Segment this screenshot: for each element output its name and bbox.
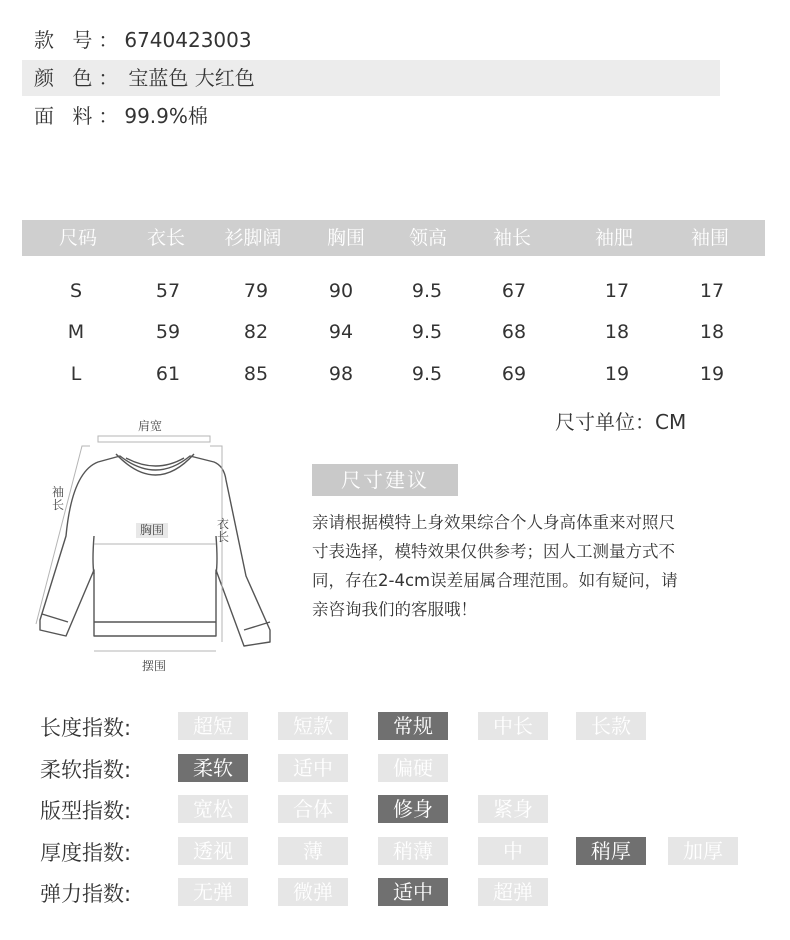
elasticity-option-chip: 微弹 xyxy=(278,878,348,906)
elasticity-option-chip-selected: 适中 xyxy=(378,878,448,906)
header-sleeve-circ: 袖围 xyxy=(690,227,729,249)
header-size: 尺码 xyxy=(58,227,97,249)
softness-option-chip-selected: 柔软 xyxy=(178,754,248,782)
size-unit: 尺寸单位：CM xyxy=(555,410,687,434)
length-label: 衣长 xyxy=(217,517,230,544)
length-option-chip: 短款 xyxy=(278,712,348,740)
header-collar: 领高 xyxy=(408,227,447,249)
color-row xyxy=(22,60,720,96)
thickness-index-label: 厚度指数: xyxy=(40,841,132,865)
style-number-label: 款 号： xyxy=(34,28,125,52)
fit-option-chip-selected: 修身 xyxy=(378,795,448,823)
fit-option-chip: 宽松 xyxy=(178,795,248,823)
fit-option-chip: 合体 xyxy=(278,795,348,823)
header-chest: 胸围 xyxy=(326,227,365,249)
table-cell: 79 xyxy=(243,280,269,302)
tips-line: 寸表选择，模特效果仅供参考；因人工测量方式不 xyxy=(312,542,675,561)
table-cell: 18 xyxy=(699,321,725,343)
size-tips-text xyxy=(312,508,732,624)
sweatshirt-outline-icon xyxy=(28,410,288,680)
garment-diagram xyxy=(28,410,288,680)
table-row xyxy=(22,320,765,344)
table-cell: 57 xyxy=(155,280,181,302)
header-sleeve-length: 袖长 xyxy=(492,227,531,249)
table-cell: 19 xyxy=(699,363,725,385)
table-cell: S xyxy=(69,280,83,302)
elasticity-index-label: 弹力指数: xyxy=(40,882,132,906)
elasticity-option-chip: 超弹 xyxy=(478,878,548,906)
table-cell: 9.5 xyxy=(411,280,443,302)
thickness-option-chip: 透视 xyxy=(178,837,248,865)
fit-option-chip: 紧身 xyxy=(478,795,548,823)
thickness-option-chip: 加厚 xyxy=(668,837,738,865)
color-label: 颜 色： xyxy=(34,66,125,90)
table-row xyxy=(22,279,765,303)
style-number-row xyxy=(22,22,252,58)
softness-index-label: 柔软指数: xyxy=(40,758,132,782)
table-cell: 69 xyxy=(501,363,527,385)
style-number-value: 6740423003 xyxy=(124,28,252,52)
table-cell: 90 xyxy=(328,280,354,302)
table-cell: 9.5 xyxy=(411,321,443,343)
table-cell: 59 xyxy=(155,321,181,343)
length-option-chip-selected: 常规 xyxy=(378,712,448,740)
table-row xyxy=(22,362,765,386)
tips-line: 亲请根据模特上身效果综合个人身高体重来对照尺 xyxy=(312,513,675,532)
thickness-option-chip: 中 xyxy=(478,837,548,865)
color-value: 宝蓝色 大红色 xyxy=(128,66,255,90)
softness-option-chip: 偏硬 xyxy=(378,754,448,782)
length-option-chip: 超短 xyxy=(178,712,248,740)
thickness-option-chip: 薄 xyxy=(278,837,348,865)
table-cell: 94 xyxy=(328,321,354,343)
softness-option-chip: 适中 xyxy=(278,754,348,782)
hem-label: 摆围 xyxy=(142,659,167,673)
length-option-chip: 长款 xyxy=(576,712,646,740)
tips-line: 同，存在2-4cm误差届属合理范围。如有疑问，请 xyxy=(312,571,678,590)
fabric-row xyxy=(22,98,208,134)
table-cell: 61 xyxy=(155,363,181,385)
elasticity-option-chip: 无弹 xyxy=(178,878,248,906)
length-option-chip: 中长 xyxy=(478,712,548,740)
fit-index-label: 版型指数: xyxy=(40,799,132,823)
shoulder-label: 肩宽 xyxy=(138,419,163,433)
table-cell: 17 xyxy=(604,280,630,302)
table-cell: M xyxy=(67,321,85,343)
table-cell: 17 xyxy=(699,280,725,302)
size-tips-title: 尺寸建议 xyxy=(312,464,458,496)
length-index-label: 长度指数: xyxy=(40,716,132,740)
fabric-label: 面 料： xyxy=(34,104,125,128)
table-cell: L xyxy=(70,363,82,385)
table-cell: 98 xyxy=(328,363,354,385)
table-cell: 82 xyxy=(243,321,269,343)
header-hem-width: 衫脚阔 xyxy=(224,227,282,249)
header-sleeve-width: 袖肥 xyxy=(594,227,633,249)
sleeve-label: 袖长 xyxy=(52,485,65,512)
header-length: 衣长 xyxy=(146,227,185,249)
size-table-header xyxy=(22,220,765,256)
table-cell: 67 xyxy=(501,280,527,302)
table-cell: 68 xyxy=(501,321,527,343)
chest-label: 胸围 xyxy=(136,523,168,538)
tips-line: 亲咨询我们的客服哦！ xyxy=(312,600,477,619)
thickness-option-chip: 稍薄 xyxy=(378,837,448,865)
table-cell: 9.5 xyxy=(411,363,443,385)
table-cell: 19 xyxy=(604,363,630,385)
table-cell: 18 xyxy=(604,321,630,343)
thickness-option-chip-selected: 稍厚 xyxy=(576,837,646,865)
fabric-value: 99.9%棉 xyxy=(124,104,208,128)
table-cell: 85 xyxy=(243,363,269,385)
